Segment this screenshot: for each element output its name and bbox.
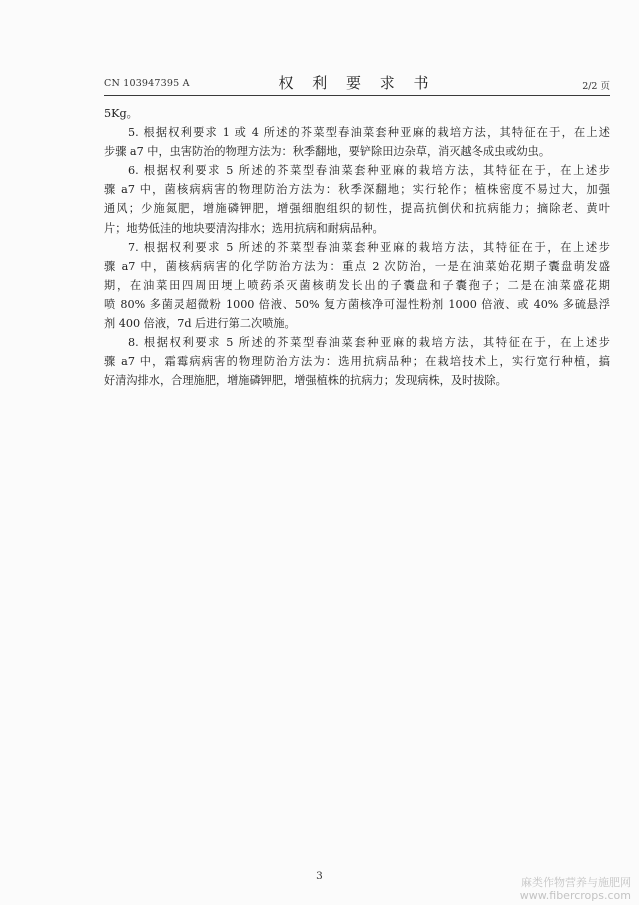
claim-text-line: 5. 根据权利要求 1 或 4 所述的芥菜型春油菜套种亚麻的栽培方法，其特征在于，在上述 (128, 126, 610, 140)
page-indicator: 2/2 页 (582, 81, 610, 92)
claim-text-line: 剂 400 倍液，7d 后进行第二次喷施。 (104, 317, 296, 331)
claim-text-line: 片；地势低洼的地块要清沟排水；选用抗病和耐病品种。 (104, 221, 384, 235)
claim-text-line: 5Kg。 (104, 107, 138, 120)
document-title: 权 利 要 求 书 (278, 74, 436, 92)
watermark-url: www.fibercrops.com (519, 889, 631, 902)
claim-text-line: 通风；少施氮肥，增施磷钾肥，增强细胞组织的韧性，提高抗倒伏和抗病能力；摘除老、黄叶 (104, 202, 610, 216)
claim-text-line: 6. 根据权利要求 5 所述的芥菜型春油菜套种亚麻的栽培方法，其特征在于，在上述步 (128, 164, 610, 178)
claim-text-line: 骤 a7 中，菌核病病害的物理防治方法为：秋季深翻地；实行轮作；植株密度不易过大，加强 (104, 183, 610, 197)
header-rule (104, 95, 610, 96)
watermark-site-name: 麻类作物营养与施肥网 (521, 876, 631, 889)
claim-text-line: 骤 a7 中，霜霉病病害的物理防治方法为：选用抗病品种；在栽培技术上，实行宽行种植，搞 (104, 355, 610, 369)
page-header (104, 72, 610, 94)
claim-text-line: 期，在油菜田四周田埂上喷药杀灭菌核萌发长出的子囊盘和子囊孢子；二是在油菜盛花期 (104, 278, 610, 292)
claim-text-line: 7. 根据权利要求 5 所述的芥菜型春油菜套种亚麻的栽培方法，其特征在于，在上述步 (128, 240, 610, 254)
claim-text-line: 好清沟排水，合理施肥，增施磷钾肥，增强植株的抗病力；发现病株，及时拔除。 (104, 374, 507, 388)
page-number: 3 (316, 870, 323, 882)
claim-text-line: 喷 80% 多菌灵超微粉 1000 倍液、50% 复方菌核净可湿性粉剂 1000 倍液、或 40% 多硫悬浮 (104, 297, 610, 311)
claim-text-line: 8. 根据权利要求 5 所述的芥菜型春油菜套种亚麻的栽培方法，其特征在于，在上述步 (128, 336, 610, 350)
site-watermark (520, 876, 631, 902)
claim-text-line: 骤 a7 中，菌核病病害的化学防治方法为：重点 2 次防治，一是在油菜始花期子囊盘萌发盛 (104, 259, 610, 273)
claims-body (104, 104, 610, 390)
publication-number: CN 103947395 A (104, 78, 190, 89)
claim-text-line: 步骤 a7 中，虫害防治的物理方法为：秋季翻地，要铲除田边杂草，消灭越冬成虫或幼虫。 (104, 145, 551, 159)
